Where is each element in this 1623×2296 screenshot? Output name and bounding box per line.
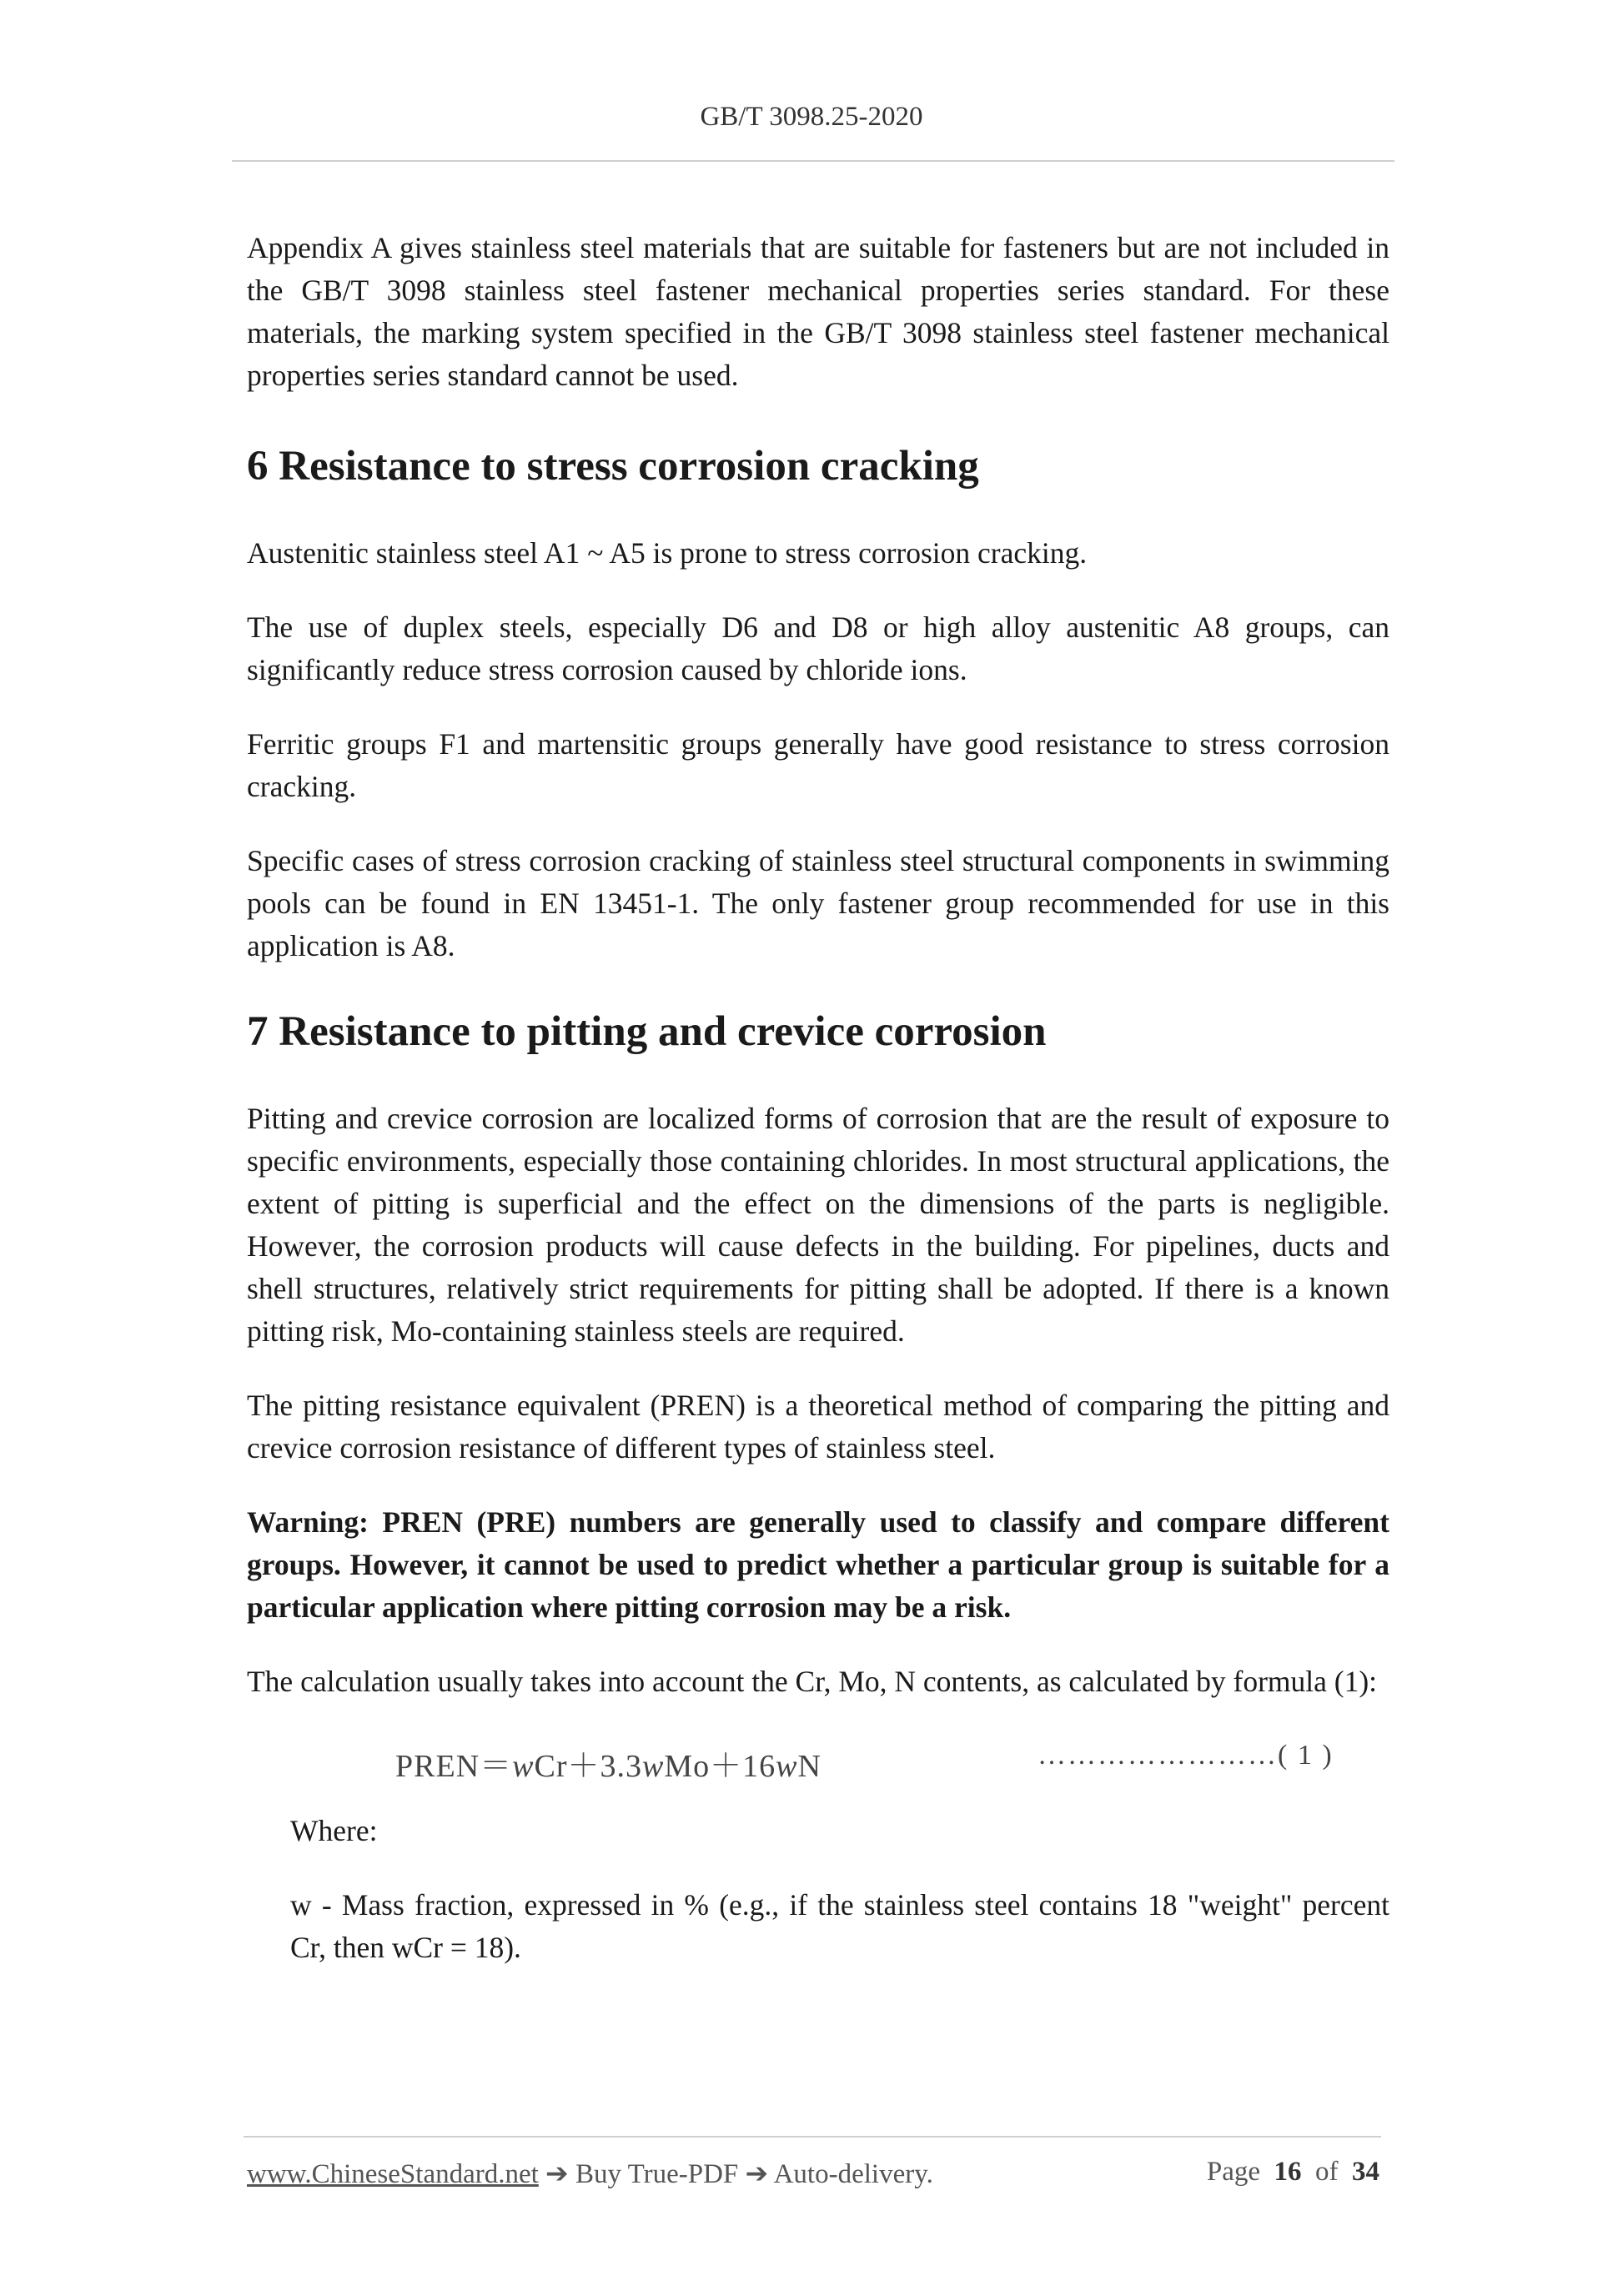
site-link[interactable]: www.ChineseStandard.net	[247, 2159, 539, 2189]
pren-formula	[247, 1735, 1389, 1785]
page-indicator: Page 16 of 34	[1206, 2157, 1379, 2187]
section-7-paragraph-3: The calculation usually takes into account the Cr, Mo, N contents, as calculated by formula (1):	[247, 1665, 1378, 1698]
current-page-number: 16	[1274, 2157, 1302, 2187]
page-header-standard-id: GB/T 3098.25-2020	[700, 102, 923, 132]
section-7-paragraph-2: The pitting resistance equivalent (PREN) is a theoretical method of comparing the pitting and crevice corrosion resistance of different types of stainless steel.	[247, 1389, 1389, 1465]
page-body	[247, 227, 1389, 1969]
mass-fraction-definition: w - Mass fraction, expressed in % (e.g., if the stainless steel contains 18 "weight" percent Cr, then wCr = 18).	[290, 1888, 1389, 1964]
appendix-note-paragraph: Appendix A gives stainless steel materials that are suitable for fasteners but are not included in the GB/T 3098 stainless steel fastener mechanical properties series standard. For these materials, the marking system specified in the GB/T 3098 stainless steel fastener mechanical properties series standard cannot be used.	[247, 231, 1389, 392]
footer-divider	[244, 2136, 1381, 2138]
footer-tagline: ➔ Buy True-PDF ➔ Auto-delivery.	[538, 2159, 933, 2189]
section-7-warning: Warning: PREN (PRE) numbers are generally used to classify and compare different groups. However, it cannot be used to predict whether a particular group is suitable for a particular application where pitting corrosion may be a risk.	[247, 1505, 1389, 1624]
section-6-title: 6 Resistance to stress corrosion cracking	[247, 443, 979, 490]
header-divider	[232, 160, 1394, 162]
section-7-title: 7 Resistance to pitting and crevice corrosion	[247, 1008, 1047, 1055]
section-6-paragraph-4: Specific cases of stress corrosion cracking of stainless steel structural components in swimming pools can be found in EN 13451-1. The only fastener group recommended for use in this application is A8.	[247, 844, 1389, 962]
formula-number: ……………………( 1 )	[1038, 1740, 1334, 1771]
section-6-paragraph-3: Ferritic groups F1 and martensitic groups generally have good resistance to stress corrosion cracking.	[247, 727, 1389, 803]
section-6-paragraph-2: The use of duplex steels, especially D6 and D8 or high alloy austenitic A8 groups, can significantly reduce stress corrosion caused by chloride ions.	[247, 610, 1389, 686]
total-pages-number: 34	[1352, 2157, 1379, 2187]
footer-promo	[247, 2157, 933, 2190]
where-label: Where:	[290, 1814, 378, 1847]
section-6-paragraph-1: Austenitic stainless steel A1 ~ A5 is prone to stress corrosion cracking.	[247, 536, 1088, 570]
pren-formula-expression: PREN＝wCr＋3.3wMo＋16wN	[395, 1749, 822, 1784]
section-7-paragraph-1: Pitting and crevice corrosion are localized forms of corrosion that are the result of exposure to specific environments, especially those containing chlorides. In most structural applications, the extent of pitting is superficial and the effect on the dimensions of the parts is negligible. However, the corrosion products will cause defects in the building. For pipelines, ducts and shell structures, relatively strict requirements for pitting shall be adopted. If there is a known pitting risk, Mo-containing stainless steels are required.	[247, 1102, 1389, 1348]
